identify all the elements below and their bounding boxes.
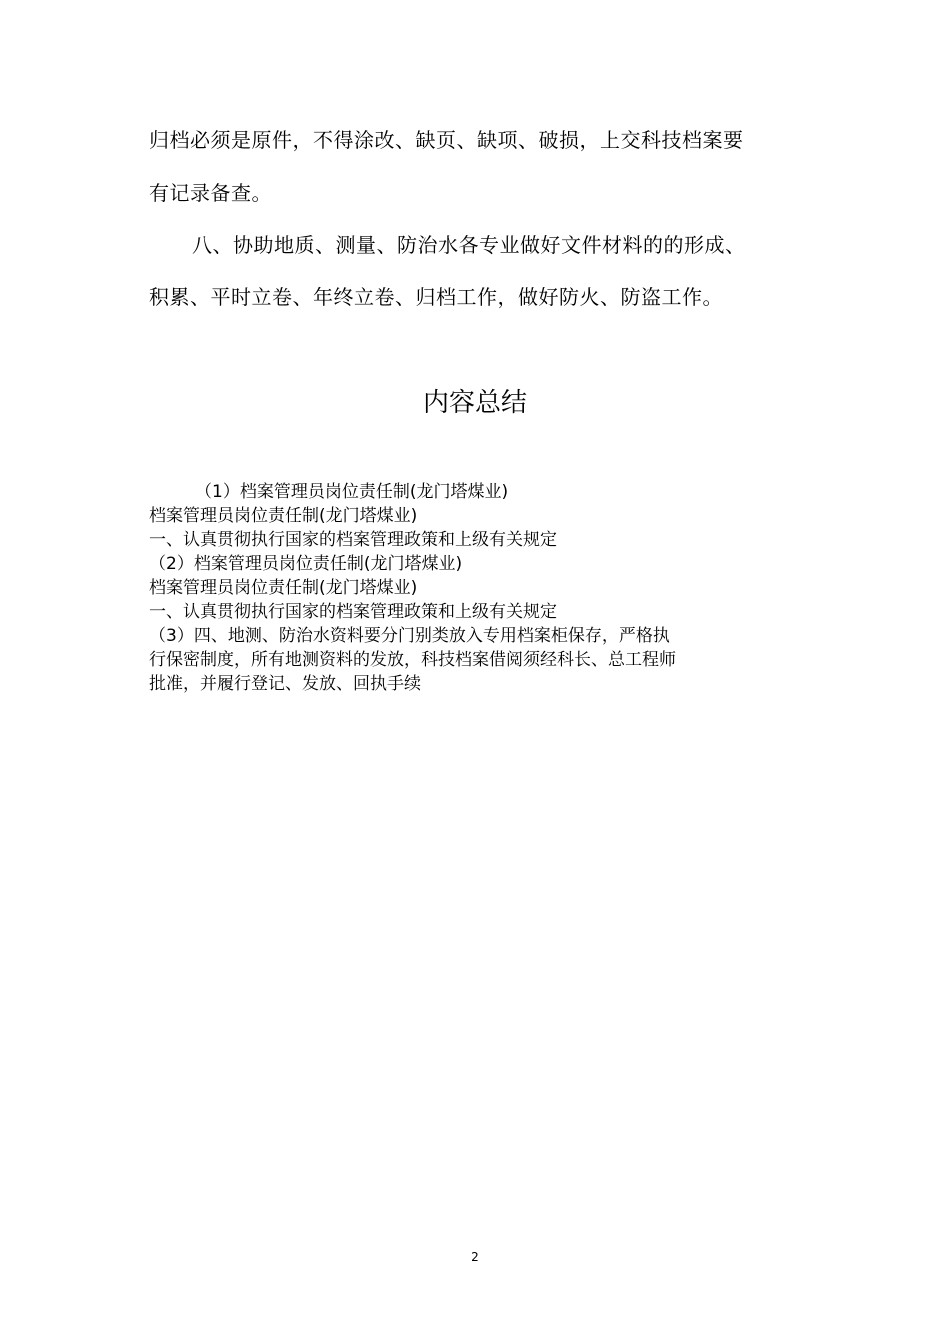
page-number: 2 [471,1250,479,1264]
summary-line-4: （2）档案管理员岗位责任制(龙门塔煤业) [149,554,463,574]
summary-line-7: （3）四、地测、防治水资料要分门别类放入专用档案柜保存，严格执 [149,626,670,646]
summary-line-2: 档案管理员岗位责任制(龙门塔煤业) [149,506,418,526]
body-line-1: 归档必须是原件，不得涂改、缺页、缺项、破损，上交科技档案要 [149,128,744,152]
summary-line-1: （1）档案管理员岗位责任制(龙门塔煤业) [195,482,509,502]
summary-line-5: 档案管理员岗位责任制(龙门塔煤业) [149,578,418,598]
summary-line-9: 批准，并履行登记、发放、回执手续 [149,674,421,694]
summary-title: 内容总结 [422,388,527,418]
summary-line-6: 一、认真贯彻执行国家的档案管理政策和上级有关规定 [149,602,557,622]
body-line-3: 八、协助地质、测量、防治水各专业做好文件材料的的形成、 [192,233,746,257]
body-line-2: 有记录备查。 [149,181,272,205]
summary-line-3: 一、认真贯彻执行国家的档案管理政策和上级有关规定 [149,530,557,550]
body-line-4: 积累、平时立卷、年终立卷、归档工作，做好防火、防盗工作。 [149,285,723,309]
summary-line-8: 行保密制度，所有地测资料的发放，科技档案借阅须经科长、总工程师 [149,650,676,670]
